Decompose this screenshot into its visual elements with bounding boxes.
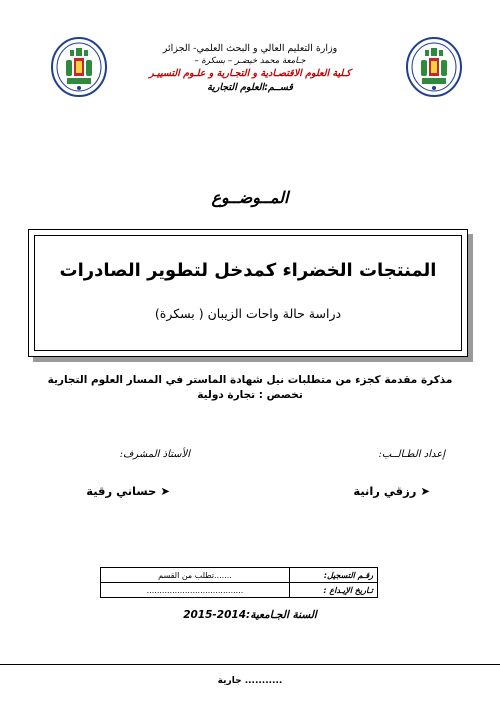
- supervisor-label: الأستاذ المشرف:: [119, 449, 190, 460]
- registration-number-label: رقـم التسجيل:: [290, 568, 378, 583]
- table-row: [101, 583, 378, 598]
- university-seal-icon: [405, 36, 463, 98]
- registration-number-value: .......تطلب من القسم: [101, 568, 290, 583]
- student-name: رزقي رانية: [353, 484, 417, 498]
- footer-text: ........... جارية: [217, 676, 283, 686]
- student-name-row: [290, 484, 430, 498]
- deposit-date-value: ......................................: [101, 583, 290, 598]
- student-label: إعداد الطـالــب:: [378, 449, 445, 460]
- memo-statement: [0, 373, 500, 403]
- ministry-name: وزارة التعليم العالي و البحث العلمي- الجزائر: [162, 43, 338, 54]
- topic-heading: المــوضــوع: [211, 188, 289, 207]
- specialty-line: تخصص : تجارة دولية: [197, 389, 303, 401]
- thesis-subtitle: دراسة حالة واحات الزيبان ( بسكرة): [154, 306, 342, 321]
- supervisor-name-row: [30, 484, 170, 498]
- academic-year: السنة الجـامعية:2014-2015: [183, 609, 317, 621]
- thesis-title: المنتجات الخضراء كمدخل لتطوير الصادرات: [59, 260, 437, 281]
- department-name: قســم:العلوم التجارية: [207, 82, 293, 93]
- faculty-name: كـلية العلوم الاقتصـادية و التجـارية و علـوم التسييـر: [149, 68, 351, 79]
- footer-divider: [0, 664, 500, 665]
- deposit-date-label: تـاريخ الإيـداع :: [290, 583, 378, 598]
- table-row: [101, 568, 378, 583]
- title-frame-inner: [34, 235, 462, 351]
- title-frame: [28, 229, 468, 357]
- supervisor-name: حساني رقية: [86, 484, 157, 498]
- arrow-bullet-icon: ➤: [420, 484, 430, 498]
- registration-table: [100, 567, 378, 598]
- university-name: جـامعة محمد خيضـر – بسكرة –: [194, 56, 306, 66]
- memo-line: مذكرة مقدمة كجزء من متطلبات نيل شهادة الماستر في المسار العلوم التجارية: [47, 374, 453, 386]
- institution-header: [100, 42, 400, 95]
- arrow-bullet-icon: ➤: [160, 484, 170, 498]
